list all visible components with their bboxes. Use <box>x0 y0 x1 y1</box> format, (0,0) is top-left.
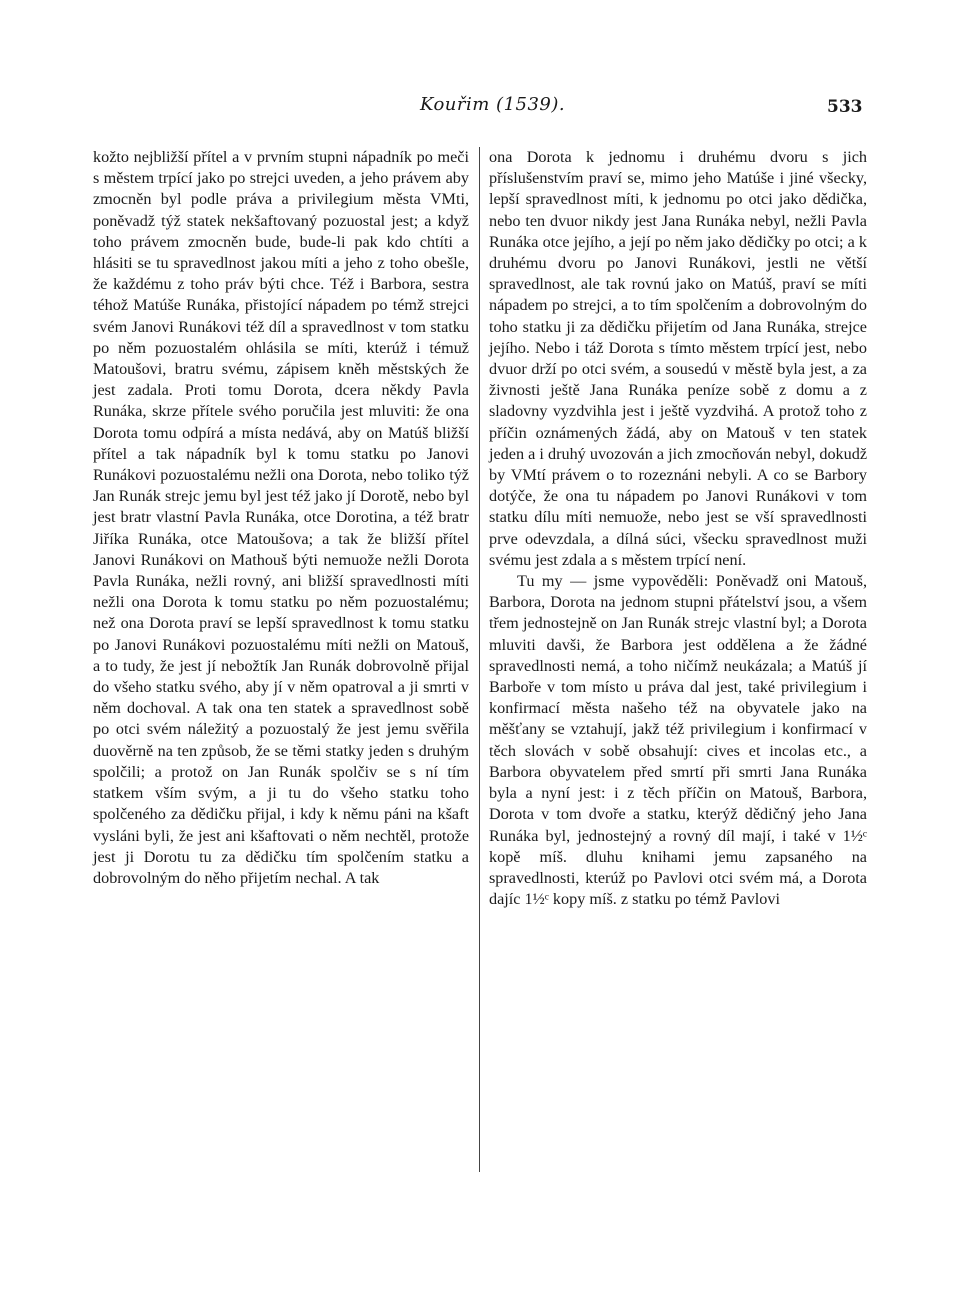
right-paragraph-1: ona Dorota k jednomu i druhému dvoru s jich příslušenstvím praví se, mimo jeho Matúše i jiné všecky, lepší spravedlnost míti, k jednomu po otci jako dědička, nebo ten dvuor nikdy jest Jana Runáka nebyl, nežli Pavla Runáka otce jejího, a její po něm jako dědičky po otci; a k druhému dvoru po Janovi Runákovi, jestli ne větší spravedlnost, ale tak rovnú jako on Matúš, praví se míti nápadem po strejci, a to tím spolčením a dobrovolným do toho statku ji za dědičku přijetím od Jana Runáka, strejce jejího. Nebo i táž Dorota s tímto městem trpící jest, nebo dvuor drží po otci svém, a sousedú v městě byla jest, a za živnosti ještě Jana Runáka peníze sobě z domu a z sladovny vyzdvihla jest i ještě vyzdvihá. A protož toho z příčin oznámených žádá, aby on Matouš v ten statek jeden a i druhý uvozován a jich zmocňován nebyl, dokudž by VMtí právem o to rozeznáni nebyli. A co se Barbory dotýče, že ona tu nápadem po Janovi Runákovi v tom statku dílu míti nemuože, nebo jest se vší spravedlnosti prve odevzdala, a dílná súci, všecku spravedlnost muži svému jest zdala a s městem trpící není. <box>489 148 867 569</box>
right-column <box>489 147 867 910</box>
page-number: 533 <box>827 97 863 117</box>
running-title: Kouřim (1539). <box>420 94 566 115</box>
column-divider <box>479 147 480 1172</box>
right-paragraph-2: Tu my — jsme vypověděli: Poněvadž oni Matouš, Barbora, Dorota na jednom stupni přátelství jsou, a všem třem jednostejně on Jan Runák strejc vlastní byl; a Dorota mluviti davši, že Barbora jest oddělena a že žádné spravedlnosti nemá, a toho ničímž neukázala; a Matúš jí Barboře v tom místo u práva dal jest, také privilegium i konfirmací města našeho též na obyvatele jako na měšťany se vztahují, jakž též privilegium i konfirmací v těch slovách v sobě obsahují: cives et incolas etc., a Barbora obyvatelem před smrtí při smrti Jana Runáka byla a nyní jest: i z těch příčin on Matouš, Barbora, Dorota v tom dvoře a statku, kterýž dědičný jeho Jana Runáka byl, jednostejný a rovný díl mají, i také v 1½ᶜ kopě míš. dluhu knihami jemu zapsaného na spravedlnosti, kterúž po Pavlovi otci svém má, a Dorota dajíc 1½ᶜ kopy míš. z statku po témž Pavlovi <box>489 572 867 909</box>
running-head <box>0 93 960 123</box>
left-paragraph-1: kožto nejbližší přítel a v prvním stupni nápadník po meči s městem trpící jako po strejci uveden, a jeho právem aby zmocněn byl podle práva a privilegium města VMti, poněvadž týž statek nekšaftovaný pozuostal jest; a když toho právem zmocněn bude, bude-li pak kdo chtíti a hlásiti se tu spravedlnost jakou míti a jeho z toho obešle, že každému z toho práv býti chce. Též i Barbora, sestra téhož Matúše Runáka, přistojící nápadem po témž strejci svém Janovi Runákovi též díl a spravedlnost v tom statku po něm pozuostalém ohlásila se míti, kterúž i témuž Matoušovi, bratru svému, zápisem kněh městských že jest zadala. Proti tomu Dorota, dcera někdy Pavla Runáka, skrze přítele svého poručila jest mluviti: že ona Dorota tomu odpírá a místa nedává, aby on Matúš bližší přítel a tak nápadník byl k tomu statku po Janovi Runákovi pozuostalému nežli ona Dorota, nebo toliko týž Jan Runák strejc jemu byl jest též jako jí Dorotě, nebo byl jest bratr vlastní Pavla Runáka, otce Dorotina, a též bratr Jiříka Runáka, otce Matoušova; a tak že bližší přítel Janovi Runákovi on Mathouš býti nemuože nežli Dorota Pavla Runáka, nežli rovný, ani bližší spravedlnosti míti nežli ona Dorota k tomu statku po něm pozuostalému; než ona Dorota praví se lepší spravedlnost k tomu statku po Janovi Runákovi pozuostalému míti nežli on Matouš, a to tudy, že jest jí nebožtík Jan Runák dobrovolně přijal do všeho statku svého, aby jí v něm opatroval a ji smrti v něm dochoval. A tak ona ten statek a spravedlnost sobě po otci svém náležitý a pozuostalý že jest jemu svěřila duověrně na ten způsob, že se těmi statky jeden s druhým spolčili; a protož on Jan Runák spolčiv se s ní tím statkem vším svým, a ji tu do všeho statku toho spolčeného za dědičku přijal, i kdy k němu páni na kšaft vysláni byli, že jest ani kšaftovati o něm nechtěl, protože jest ji Dorotu tu za dědičku tím spolčením statku a dobrovolným do něho přijetím nechal. A tak <box>93 148 469 887</box>
left-column <box>93 147 469 889</box>
